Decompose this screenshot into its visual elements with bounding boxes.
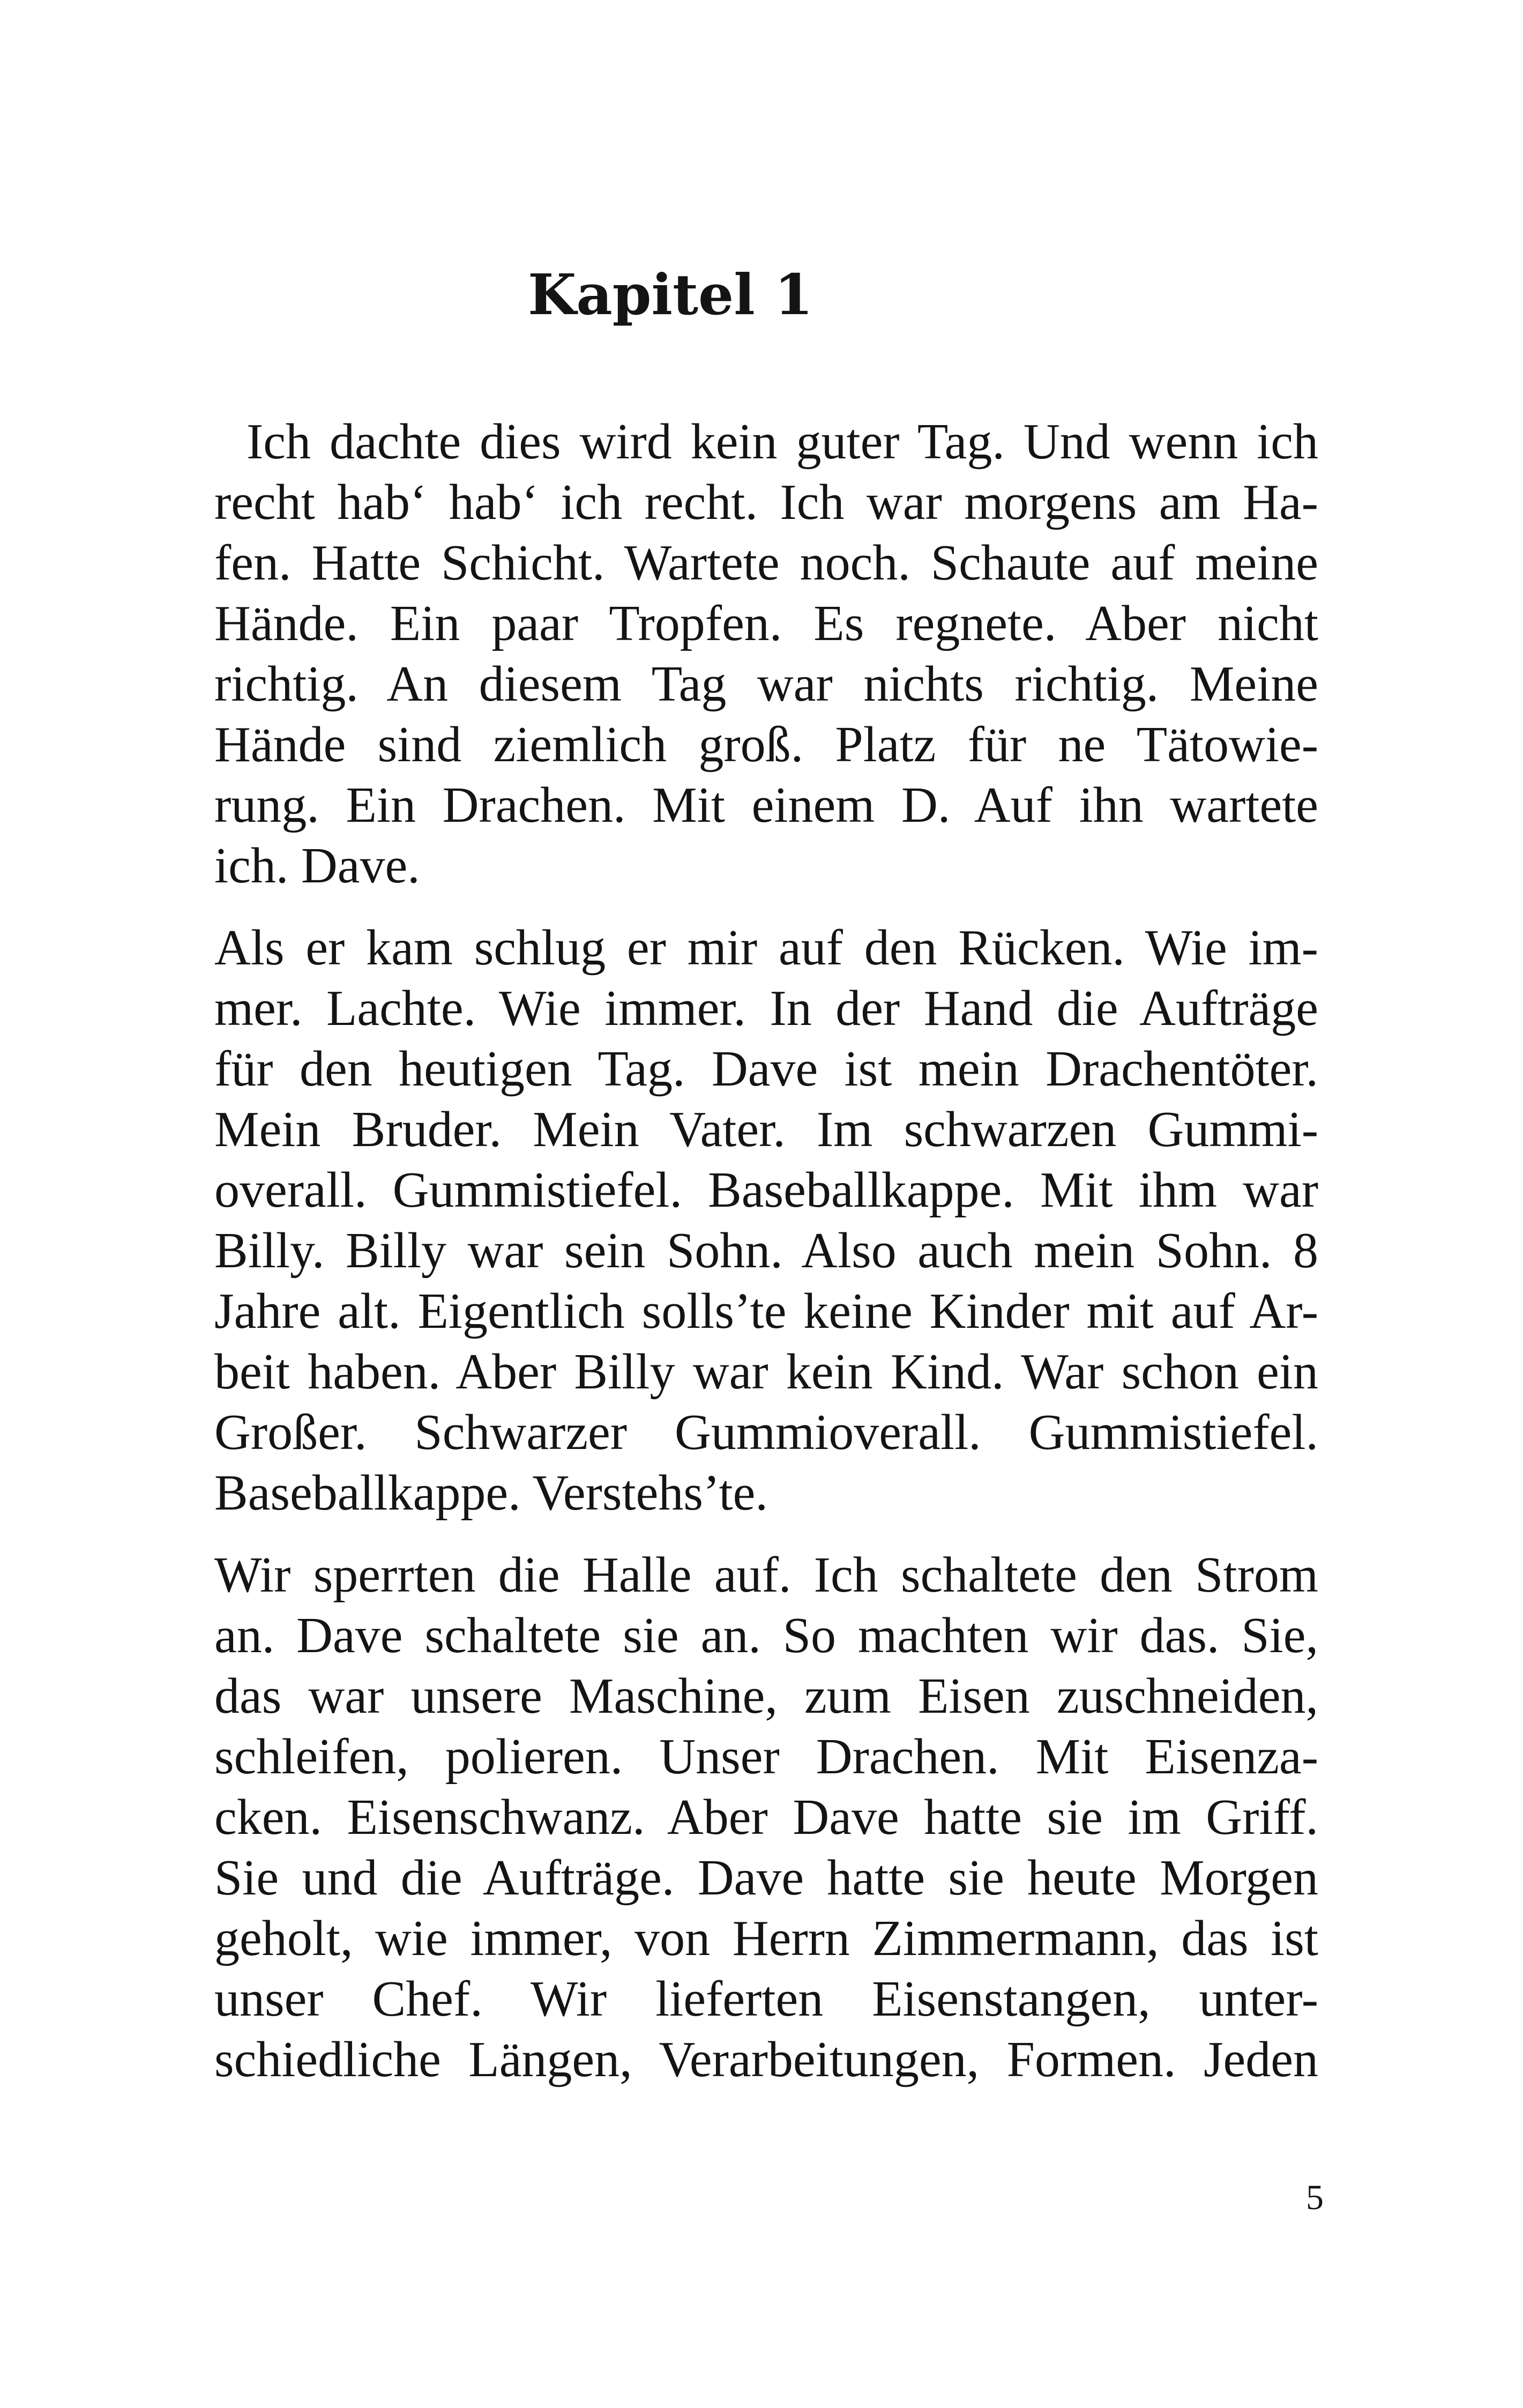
text-line: Billy. Billy war sein Sohn. Also auch mein Sohn. 8 [214, 1223, 1318, 1279]
text-line: für den heutigen Tag. Dave ist mein Drachentöter. [214, 1041, 1318, 1097]
paragraph-2 [214, 918, 1318, 1523]
text-line: schleifen, polieren. Unser Drachen. Mit Eisenza- [214, 1729, 1318, 1785]
text-line: geholt, wie immer, von Herrn Zimmermann, das ist [214, 1911, 1318, 1966]
paragraph-3 [214, 1545, 1318, 2090]
text-line: overall. Gummistiefel. Baseballkappe. Mit ihm war [214, 1162, 1318, 1218]
text-line: Mein Bruder. Mein Vater. Im schwarzen Gummi- [214, 1102, 1318, 1157]
paragraph-1 [214, 412, 1318, 896]
text-line: Baseballkappe. Verstehs’te. [214, 1465, 768, 1521]
text-line: cken. Eisenschwanz. Aber Dave hatte sie im Griff. [214, 1789, 1318, 1845]
text-line: an. Dave schaltete sie an. So machten wir das. Sie, [214, 1608, 1318, 1663]
text-line: Großer. Schwarzer Gummioverall. Gummistiefel. [214, 1404, 1318, 1460]
text-line: richtig. An diesem Tag war nichts richtig. Meine [214, 656, 1318, 712]
text-line: Als er kam schlug er mir auf den Rücken. Wie im- [214, 920, 1318, 976]
text-line: Sie und die Aufträge. Dave hatte sie heute Morgen [214, 1850, 1318, 1906]
body-text [214, 412, 1318, 2112]
text-line: Wir sperrten die Halle auf. Ich schaltete den Strom [214, 1547, 1318, 1603]
text-line: schiedliche Längen, Verarbeitungen, Formen. Jeden [214, 2032, 1318, 2087]
text-line: mer. Lachte. Wie immer. In der Hand die Aufträge [214, 980, 1318, 1036]
text-line: ich. Dave. [214, 838, 420, 894]
text-line: Hände sind ziemlich groß. Platz für ne Tätowie- [214, 717, 1318, 772]
chapter-title: Kapitel 1 [528, 262, 813, 328]
text-line: unser Chef. Wir lieferten Eisenstangen, unter- [214, 1971, 1318, 2027]
text-line: das war unsere Maschine, zum Eisen zuschneiden, [214, 1668, 1318, 1724]
text-line: recht hab‘ hab‘ ich recht. Ich war morgens am Ha- [214, 474, 1318, 530]
text-line: Ich dachte dies wird kein guter Tag. Und wenn ich [247, 414, 1318, 470]
text-line: beit haben. Aber Billy war kein Kind. War schon ein [214, 1344, 1318, 1400]
text-line: rung. Ein Drachen. Mit einem D. Auf ihn wartete [214, 777, 1318, 833]
text-line: Jahre alt. Eigentlich solls’te keine Kinder mit auf Ar- [214, 1283, 1318, 1339]
text-line: Hände. Ein paar Tropfen. Es regnete. Aber nicht [214, 596, 1318, 651]
text-line: fen. Hatte Schicht. Wartete noch. Schaute auf meine [214, 535, 1318, 591]
page-number: 5 [1306, 2178, 1324, 2217]
